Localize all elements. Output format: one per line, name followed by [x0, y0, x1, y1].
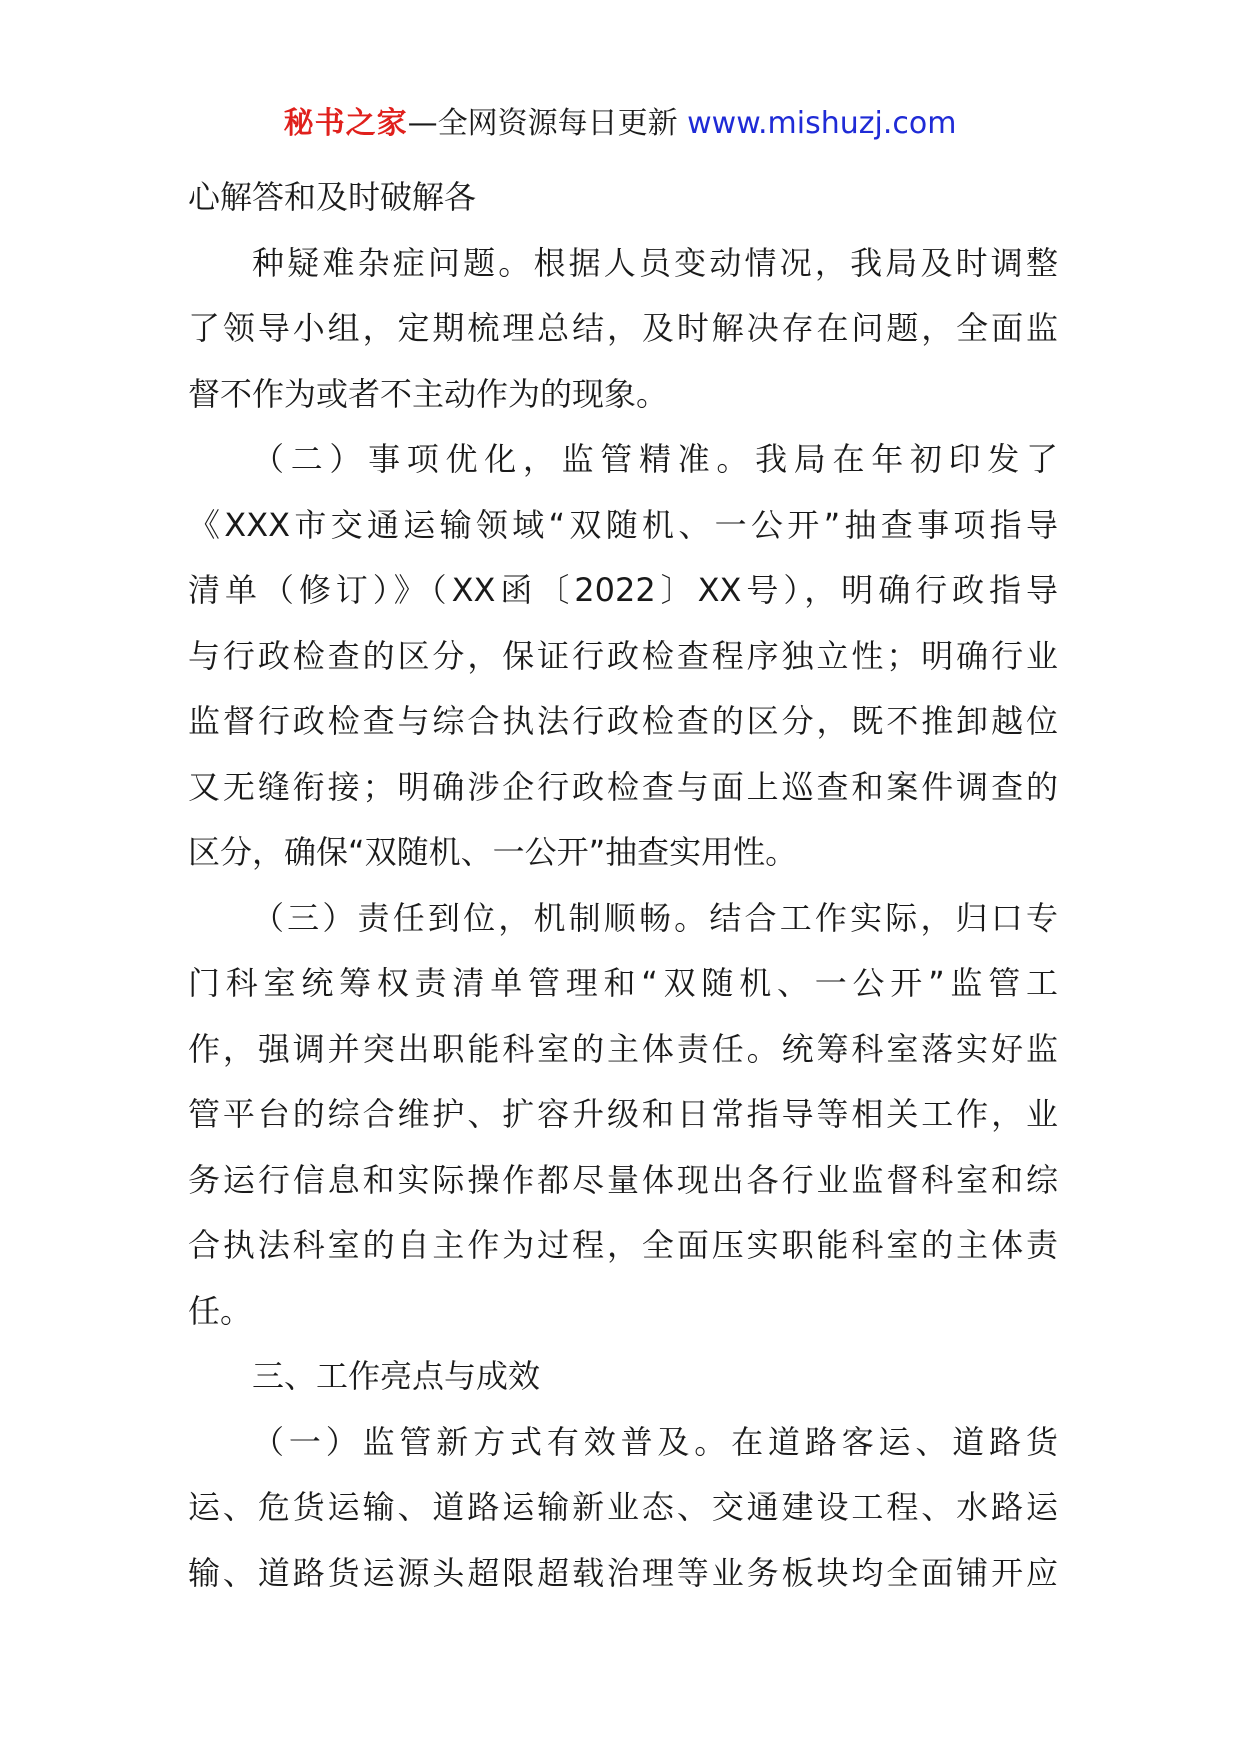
text-line: 清单（修订）》（XX函〔2022〕XX号），明确行政指导: [188, 571, 1058, 609]
section-heading: 三、工作亮点与成效: [252, 1357, 541, 1395]
header-slogan: —全网资源每日更新: [407, 106, 688, 141]
paragraph-start: （三）责任到位，机制顺畅。结合工作实际，归口专: [252, 898, 1058, 937]
site-url-link[interactable]: www.mishuzj.com: [687, 106, 957, 141]
paragraph-start: （二）事项优化，监管精准。我局在年初印发了: [252, 440, 1058, 478]
text-line: 了领导小组，定期梳理总结，及时解决存在问题，全面监: [188, 309, 1058, 347]
text-line: 管平台的综合维护、扩容升级和日常指导等相关工作，业: [188, 1095, 1058, 1133]
brand-name: 秘书之家: [283, 106, 408, 141]
text-line: 心解答和及时破解各: [188, 178, 477, 216]
text-line: 区分，确保“双随机、一公开”抽查实用性。: [188, 833, 798, 871]
text-line: 输、道路货运源头超限超载治理等业务板块均全面铺开应: [188, 1553, 1058, 1592]
text-line: 运、危货运输、道路运输新业态、交通建设工程、水路运: [188, 1488, 1058, 1526]
text-line: 作，强调并突出职能科室的主体责任。统筹科室落实好监: [188, 1029, 1058, 1068]
text-line: 与行政检查的区分，保证行政检查程序独立性；明确行业: [188, 636, 1058, 675]
document-body: [188, 165, 1058, 1606]
text-line: 门科室统筹权责清单管理和“双随机、一公开”监管工: [188, 964, 1058, 1002]
text-line: 督不作为或者不主动作为的现象。: [188, 374, 669, 413]
page-header: [0, 104, 1240, 144]
paragraph-start: （一）监管新方式有效普及。在道路客运、道路货: [252, 1422, 1058, 1461]
text-line: 《XXX市交通运输领域“双随机、一公开”抽查事项指导: [188, 505, 1058, 544]
text-line: 务运行信息和实际操作都尽量体现出各行业监督科室和综: [188, 1160, 1058, 1199]
text-line: 又无缝衔接；明确涉企行政检查与面上巡查和案件调查的: [188, 767, 1058, 806]
text-line: 任。: [188, 1291, 253, 1330]
text-line: 合执法科室的自主作为过程，全面压实职能科室的主体责: [188, 1226, 1058, 1264]
text-line: 监督行政检查与综合执法行政检查的区分，既不推卸越位: [188, 702, 1058, 740]
paragraph-start: 种疑难杂症问题。根据人员变动情况，我局及时调整: [252, 243, 1058, 282]
